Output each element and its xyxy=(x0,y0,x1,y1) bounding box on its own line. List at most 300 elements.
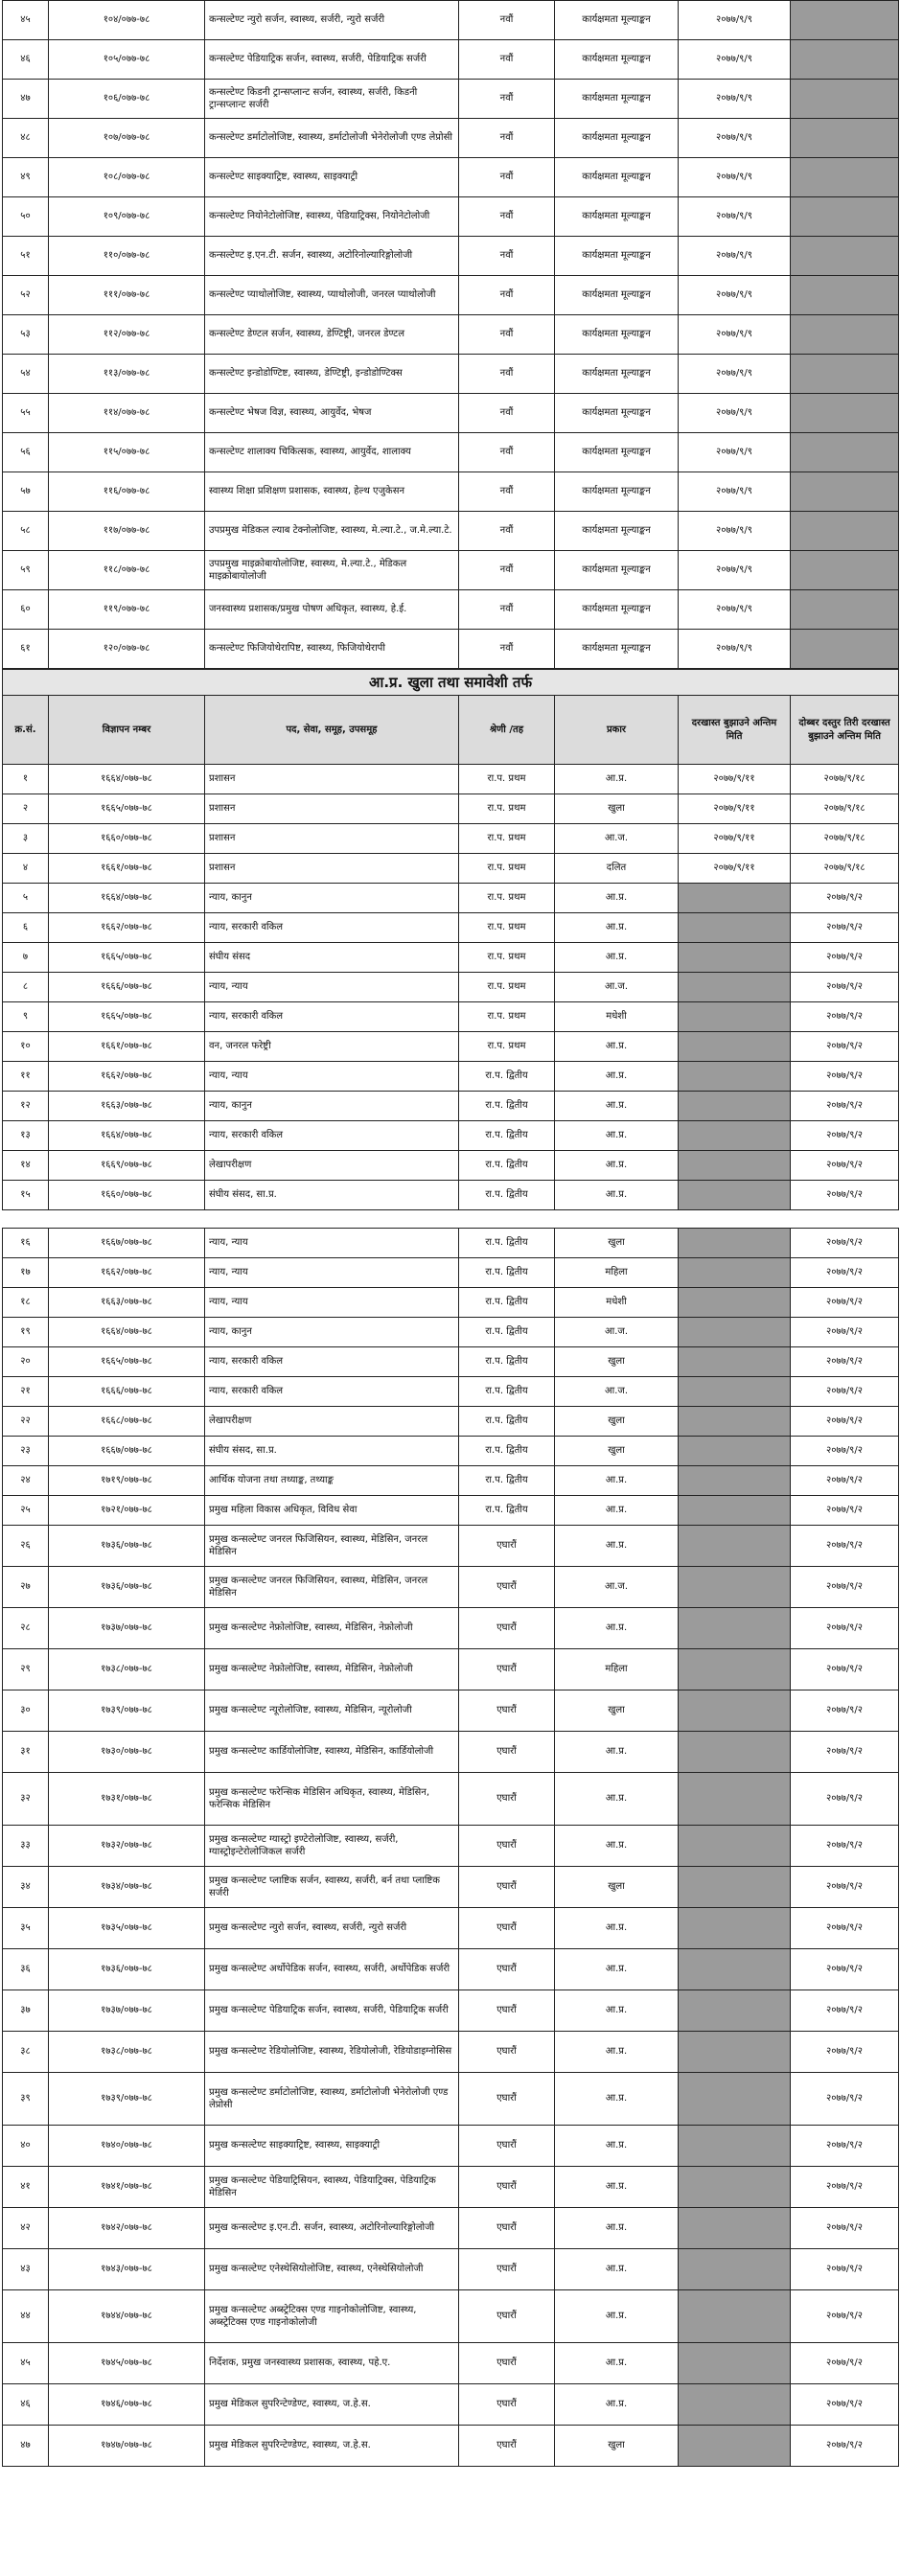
cell-date: २०७७/९/९ xyxy=(679,472,791,512)
table-row xyxy=(3,2249,899,2290)
cell-type: आ.प्र. xyxy=(555,2249,679,2290)
cell-sn: १० xyxy=(3,1032,49,1062)
cell-sn: ५४ xyxy=(3,355,49,394)
cell-post: कन्सल्टेण्ट डेण्टल सर्जन, स्वास्थ्य, डेण्टिष्ट्री, जनरल डेण्टल xyxy=(205,315,459,355)
cell-post: कन्सल्टेण्ट किडनी ट्रान्सप्लान्ट सर्जन, स्वास्थ्य, सर्जरी, किडनी ट्रान्सप्लान्ट सर्जरी xyxy=(205,80,459,119)
cell-post: न्याय, सरकारी वकिल xyxy=(205,1377,459,1407)
cell-post: उपप्रमुख मेडिकल ल्याब टेक्नोलोजिष्ट, स्वास्थ्य, मे.ल्या.टे., ज.मे.ल्या.टे. xyxy=(205,512,459,551)
cell-sn: २ xyxy=(3,794,49,824)
cell-date xyxy=(679,1347,791,1377)
cell-type: कार्यक्षमता मूल्याङ्कन xyxy=(555,590,679,630)
cell-sn: १९ xyxy=(3,1318,49,1347)
cell-date: २०७७/९/९ xyxy=(679,119,791,158)
cell-code: ११३/०७७-७८ xyxy=(49,355,205,394)
cell-sn: ४ xyxy=(3,854,49,884)
cell-code: १७३६/०७७-७८ xyxy=(49,1526,205,1567)
cell-code: १६६४/०७७-७८ xyxy=(49,765,205,794)
cell-sn: ३ xyxy=(3,824,49,854)
cell-code: ११६/०७७-७८ xyxy=(49,472,205,512)
cell-code: १७३९/०७७-७८ xyxy=(49,1690,205,1732)
cell-category: रा.प. द्वितीय xyxy=(459,1151,555,1181)
cell-category: रा.प. प्रथम xyxy=(459,1002,555,1032)
table-row xyxy=(3,794,899,824)
cell-sn: १७ xyxy=(3,1258,49,1288)
cell-type: आ.प्र. xyxy=(555,2208,679,2249)
cell-double-date: २०७७/९/२ xyxy=(791,1690,899,1732)
cell-code: १७३१/०७७-७८ xyxy=(49,1773,205,1826)
cell-type: मधेशी xyxy=(555,1002,679,1032)
cell-sn: ५५ xyxy=(3,394,49,433)
cell-post: प्रशासन xyxy=(205,794,459,824)
cell-date xyxy=(679,884,791,913)
cell-code: १६६२/०७७-७८ xyxy=(49,1258,205,1288)
cell-type: कार्यक्षमता मूल्याङ्कन xyxy=(555,512,679,551)
cell-category: रा.प. प्रथम xyxy=(459,854,555,884)
cell-code: १०४/०७७-७८ xyxy=(49,1,205,40)
cell-category: नवौं xyxy=(459,40,555,80)
cell-type: आ.प्र. xyxy=(555,1826,679,1867)
cell-post: प्रमुख कन्सल्टेण्ट न्यूरोलोजिष्ट, स्वास्थ्य, मेडिसिन, न्यूरोलोजी xyxy=(205,1690,459,1732)
cell-sn: २५ xyxy=(3,1496,49,1526)
cell-post: न्याय, सरकारी वकिल xyxy=(205,1002,459,1032)
cell-post: न्याय, सरकारी वकिल xyxy=(205,913,459,943)
table-section-1 xyxy=(2,0,899,669)
cell-type: आ.प्र. xyxy=(555,884,679,913)
cell-post: न्याय, कानुन xyxy=(205,884,459,913)
cell-code: १७१९/०७७-७८ xyxy=(49,1466,205,1496)
header-code: विज्ञापन नम्बर xyxy=(49,696,205,765)
header-type: प्रकार xyxy=(555,696,679,765)
header-category: श्रेणी /तह xyxy=(459,696,555,765)
cell-sn: ८ xyxy=(3,973,49,1002)
cell-date xyxy=(679,1496,791,1526)
cell-double-date: २०७७/९/२ xyxy=(791,973,899,1002)
table-row xyxy=(3,2384,899,2426)
cell-category: रा.प. द्वितीय xyxy=(459,1496,555,1526)
cell-category: नवौं xyxy=(459,394,555,433)
cell-date xyxy=(679,2032,791,2073)
cell-double-date: २०७७/९/२ xyxy=(791,884,899,913)
cell-date: २०७७/९/९ xyxy=(679,590,791,630)
cell-post: प्रमुख मेडिकल सुपरिन्टेण्डेण्ट, स्वास्थ्य, ज.हे.स. xyxy=(205,2426,459,2467)
cell-category: रा.प. प्रथम xyxy=(459,973,555,1002)
cell-category: एघारौं xyxy=(459,2126,555,2167)
cell-category: रा.प. द्वितीय xyxy=(459,1347,555,1377)
cell-blank xyxy=(791,158,899,197)
cell-post: कन्सल्टेण्ट भेषज विज्ञ, स्वास्थ्य, आयुर्वेद, भेषज xyxy=(205,394,459,433)
cell-blank xyxy=(791,119,899,158)
cell-type: आ.प्र. xyxy=(555,943,679,973)
cell-double-date: २०७७/९/२ xyxy=(791,2167,899,2208)
cell-date xyxy=(679,913,791,943)
cell-sn: ३६ xyxy=(3,1949,49,1990)
cell-double-date: २०७७/९/२ xyxy=(791,1649,899,1690)
cell-code: १७४१/०७७-७८ xyxy=(49,2167,205,2208)
table-row xyxy=(3,2126,899,2167)
cell-blank xyxy=(791,472,899,512)
cell-date: २०७७/९/९ xyxy=(679,551,791,590)
cell-sn: १२ xyxy=(3,1092,49,1121)
table-row xyxy=(3,765,899,794)
cell-type: कार्यक्षमता मूल्याङ्कन xyxy=(555,80,679,119)
cell-code: १६६०/०७७-७८ xyxy=(49,824,205,854)
cell-type: आ.ज. xyxy=(555,1318,679,1347)
table-row xyxy=(3,1732,899,1773)
cell-category: एघारौं xyxy=(459,1690,555,1732)
cell-date xyxy=(679,943,791,973)
cell-category: एघारौं xyxy=(459,1826,555,1867)
cell-type: आ.प्र. xyxy=(555,1732,679,1773)
cell-type: कार्यक्षमता मूल्याङ्कन xyxy=(555,433,679,472)
cell-code: १७४५/०७७-७८ xyxy=(49,2343,205,2384)
cell-code: १७४४/०७७-७८ xyxy=(49,2290,205,2343)
cell-code: ११२/०७७-७८ xyxy=(49,315,205,355)
table-section-3 xyxy=(2,1228,899,2467)
cell-type: आ.प्र. xyxy=(555,1773,679,1826)
table-row xyxy=(3,1032,899,1062)
cell-category: नवौं xyxy=(459,237,555,276)
cell-sn: ४३ xyxy=(3,2249,49,2290)
cell-double-date: २०७७/९/२ xyxy=(791,1229,899,1258)
cell-category: रा.प. प्रथम xyxy=(459,943,555,973)
table-row xyxy=(3,824,899,854)
cell-double-date: २०७७/९/२ xyxy=(791,1288,899,1318)
cell-double-date: २०७७/९/१८ xyxy=(791,765,899,794)
table-row xyxy=(3,40,899,80)
cell-double-date: २०७७/९/२ xyxy=(791,1092,899,1121)
cell-category: रा.प. द्वितीय xyxy=(459,1407,555,1437)
cell-date: २०७७/९/९ xyxy=(679,630,791,669)
cell-sn: १८ xyxy=(3,1288,49,1318)
cell-category: रा.प. प्रथम xyxy=(459,884,555,913)
cell-sn: ५ xyxy=(3,884,49,913)
cell-double-date: २०७७/९/२ xyxy=(791,1151,899,1181)
cell-category: रा.प. प्रथम xyxy=(459,794,555,824)
cell-code: १६६४/०७७-७८ xyxy=(49,1121,205,1151)
cell-date xyxy=(679,1032,791,1062)
cell-double-date: २०७७/९/२ xyxy=(791,1526,899,1567)
cell-date: २०७७/९/९ xyxy=(679,1,791,40)
cell-sn: १३ xyxy=(3,1121,49,1151)
cell-sn: ३३ xyxy=(3,1826,49,1867)
cell-date: २०७७/९/११ xyxy=(679,854,791,884)
cell-date xyxy=(679,973,791,1002)
cell-type: मधेशी xyxy=(555,1288,679,1318)
cell-date xyxy=(679,2126,791,2167)
cell-category: एघारौं xyxy=(459,1649,555,1690)
cell-double-date: २०७७/९/२ xyxy=(791,2249,899,2290)
cell-code: १६६९/०७७-७८ xyxy=(49,1151,205,1181)
cell-sn: ६ xyxy=(3,913,49,943)
cell-post: प्रमुख कन्सल्टेण्ट साइक्याट्रिष्ट, स्वास्थ्य, साइक्याट्री xyxy=(205,2126,459,2167)
table-row xyxy=(3,590,899,630)
cell-code: १६६२/०७७-७८ xyxy=(49,913,205,943)
cell-date: २०७७/९/९ xyxy=(679,237,791,276)
cell-type: आ.प्र. xyxy=(555,1526,679,1567)
cell-date xyxy=(679,2208,791,2249)
cell-category: एघारौं xyxy=(459,1773,555,1826)
cell-category: एघारौं xyxy=(459,2032,555,2073)
cell-post: न्याय, न्याय xyxy=(205,1258,459,1288)
cell-code: १११/०७७-७८ xyxy=(49,276,205,315)
cell-date xyxy=(679,1867,791,1908)
cell-code: १६६२/०७७-७८ xyxy=(49,1062,205,1092)
cell-double-date: २०७७/९/२ xyxy=(791,1121,899,1151)
cell-category: रा.प. प्रथम xyxy=(459,765,555,794)
cell-sn: ४९ xyxy=(3,158,49,197)
table-row xyxy=(3,1526,899,1567)
cell-date xyxy=(679,2073,791,2126)
cell-blank xyxy=(791,355,899,394)
cell-category: एघारौं xyxy=(459,2384,555,2426)
cell-type: आ.ज. xyxy=(555,973,679,1002)
cell-code: १६६६/०७७-७८ xyxy=(49,973,205,1002)
section-title: आ.प्र. खुला तथा समावेशी तर्फ xyxy=(3,670,899,696)
table-row xyxy=(3,2073,899,2126)
cell-sn: ४६ xyxy=(3,2384,49,2426)
cell-category: नवौं xyxy=(459,355,555,394)
table-row xyxy=(3,943,899,973)
section-title-row xyxy=(3,670,899,696)
table-section-2 xyxy=(2,669,899,1210)
cell-sn: १ xyxy=(3,765,49,794)
cell-date xyxy=(679,2384,791,2426)
cell-double-date: २०७७/९/२ xyxy=(791,1949,899,1990)
table-row xyxy=(3,1377,899,1407)
cell-post: न्याय, न्याय xyxy=(205,1062,459,1092)
cell-type: कार्यक्षमता मूल्याङ्कन xyxy=(555,40,679,80)
cell-type: आ.प्र. xyxy=(555,1151,679,1181)
table-row xyxy=(3,1690,899,1732)
cell-code: १६६१/०७७-७८ xyxy=(49,854,205,884)
cell-sn: ४६ xyxy=(3,40,49,80)
cell-type: आ.प्र. xyxy=(555,2290,679,2343)
cell-post: प्रमुख कन्सल्टेण्ट डर्माटोलोजिष्ट, स्वास्थ्य, डर्माटोलोजी भेनेरोलोजी एण्ड लेप्रोसी xyxy=(205,2073,459,2126)
cell-category: एघारौं xyxy=(459,1567,555,1608)
cell-type: आ.प्र. xyxy=(555,1466,679,1496)
cell-type: आ.प्र. xyxy=(555,2126,679,2167)
table-row xyxy=(3,1496,899,1526)
cell-sn: २६ xyxy=(3,1526,49,1567)
cell-code: १७३९/०७७-७८ xyxy=(49,2073,205,2126)
cell-code: ११८/०७७-७८ xyxy=(49,551,205,590)
cell-post: प्रमुख कन्सल्टेण्ट जनरल फिजिसियन, स्वास्थ्य, मेडिसिन, जनरल मेडिसिन xyxy=(205,1567,459,1608)
table-row xyxy=(3,512,899,551)
cell-date xyxy=(679,1062,791,1092)
cell-code: ११०/०७७-७८ xyxy=(49,237,205,276)
cell-double-date: २०७७/९/२ xyxy=(791,1867,899,1908)
cell-category: एघारौं xyxy=(459,2208,555,2249)
cell-post: प्रमुख मेडिकल सुपरिन्टेण्डेण्ट, स्वास्थ्य, ज.हे.स. xyxy=(205,2384,459,2426)
cell-code: १७३५/०७७-७८ xyxy=(49,1908,205,1949)
table-row xyxy=(3,1,899,40)
cell-date: २०७७/९/९ xyxy=(679,433,791,472)
table-row xyxy=(3,1288,899,1318)
cell-double-date: २०७७/९/२ xyxy=(791,913,899,943)
cell-date: २०७७/९/९ xyxy=(679,197,791,237)
cell-code: १६६३/०७७-७८ xyxy=(49,1092,205,1121)
cell-date xyxy=(679,1407,791,1437)
cell-code: १६६३/०७७-७८ xyxy=(49,1288,205,1318)
cell-category: नवौं xyxy=(459,472,555,512)
cell-double-date: २०७७/९/२ xyxy=(791,2126,899,2167)
table-row xyxy=(3,2426,899,2467)
cell-double-date: २०७७/९/२ xyxy=(791,1496,899,1526)
cell-code: १०९/०७७-७८ xyxy=(49,197,205,237)
cell-sn: २७ xyxy=(3,1567,49,1608)
cell-code: १६६७/०७७-७८ xyxy=(49,1229,205,1258)
cell-date xyxy=(679,1121,791,1151)
cell-post: प्रमुख कन्सल्टेण्ट एनेस्थेसियोलोजिष्ट, स्वास्थ्य, एनेस्थेसियोलोजी xyxy=(205,2249,459,2290)
cell-category: रा.प. द्वितीय xyxy=(459,1062,555,1092)
cell-sn: २३ xyxy=(3,1437,49,1466)
table-row xyxy=(3,1826,899,1867)
cell-category: एघारौं xyxy=(459,2167,555,2208)
cell-code: १६६५/०७७-७८ xyxy=(49,1002,205,1032)
cell-post: प्रमुख कन्सल्टेण्ट पेडियाट्रिसियन, स्वास्थ्य, पेडियाट्रिक्स, पेडियाट्रिक मेडिसिन xyxy=(205,2167,459,2208)
cell-date xyxy=(679,1649,791,1690)
cell-type: कार्यक्षमता मूल्याङ्कन xyxy=(555,1,679,40)
cell-post: कन्सल्टेण्ट प्याथोलोजिष्ट, स्वास्थ्य, प्याथोलोजी, जनरल प्याथोलोजी xyxy=(205,276,459,315)
table-row xyxy=(3,1002,899,1032)
cell-type: खुला xyxy=(555,1437,679,1466)
cell-category: रा.प. प्रथम xyxy=(459,913,555,943)
cell-type: कार्यक्षमता मूल्याङ्कन xyxy=(555,119,679,158)
cell-post: निर्देशक, प्रमुख जनस्वास्थ्य प्रशासक, स्वास्थ्य, पहे.ए. xyxy=(205,2343,459,2384)
cell-post: प्रमुख कन्सल्टेण्ट इ.एन.टी. सर्जन, स्वास्थ्य, अटोरिनोल्यारिङ्गोलोजी xyxy=(205,2208,459,2249)
cell-category: रा.प. द्वितीय xyxy=(459,1437,555,1466)
cell-post: प्रमुख कन्सल्टेण्ट नेफ्रोलोजिष्ट, स्वास्थ्य, मेडिसिन, नेफ्रोलोजी xyxy=(205,1649,459,1690)
cell-post: प्रमुख कन्सल्टेण्ट रेडियोलोजिष्ट, स्वास्थ्य, रेडियोलोजी, रेडियोडाइग्नोसिस xyxy=(205,2032,459,2073)
cell-date xyxy=(679,2426,791,2467)
cell-double-date: २०७७/९/२ xyxy=(791,1990,899,2032)
cell-date: २०७७/९/९ xyxy=(679,315,791,355)
cell-type: आ.प्र. xyxy=(555,1032,679,1062)
header-row xyxy=(3,696,899,765)
cell-code: १६६०/०७७-७८ xyxy=(49,1181,205,1210)
cell-post: न्याय, कानुन xyxy=(205,1092,459,1121)
cell-double-date: २०७७/९/२ xyxy=(791,1032,899,1062)
cell-type: खुला xyxy=(555,1347,679,1377)
cell-sn: ५६ xyxy=(3,433,49,472)
cell-code: १०७/०७७-७८ xyxy=(49,119,205,158)
cell-category: एघारौं xyxy=(459,1608,555,1649)
cell-double-date: २०७७/९/२ xyxy=(791,1437,899,1466)
table-row xyxy=(3,1062,899,1092)
cell-sn: ४७ xyxy=(3,80,49,119)
cell-date xyxy=(679,1258,791,1288)
cell-post: कन्सल्टेण्ट इन्डोडोण्टिष्ट, स्वास्थ्य, डेण्टिष्ट्री, इन्डोडोण्टिक्स xyxy=(205,355,459,394)
cell-type: आ.प्र. xyxy=(555,1092,679,1121)
cell-sn: ५७ xyxy=(3,472,49,512)
cell-code: १७४३/०७७-७८ xyxy=(49,2249,205,2290)
cell-sn: १४ xyxy=(3,1151,49,1181)
table-row xyxy=(3,1092,899,1121)
cell-post: प्रशासन xyxy=(205,765,459,794)
table-row xyxy=(3,355,899,394)
cell-date xyxy=(679,1826,791,1867)
cell-type: आ.प्र. xyxy=(555,2167,679,2208)
cell-double-date: २०७७/९/२ xyxy=(791,2073,899,2126)
cell-date xyxy=(679,1151,791,1181)
cell-type: आ.प्र. xyxy=(555,2343,679,2384)
cell-blank xyxy=(791,433,899,472)
cell-category: नवौं xyxy=(459,315,555,355)
cell-code: १२०/०७७-७८ xyxy=(49,630,205,669)
cell-type: आ.ज. xyxy=(555,824,679,854)
table-row xyxy=(3,1908,899,1949)
cell-type: आ.प्र. xyxy=(555,1949,679,1990)
cell-date xyxy=(679,1437,791,1466)
cell-type: खुला xyxy=(555,2426,679,2467)
cell-date: २०७७/९/९ xyxy=(679,512,791,551)
cell-code: १०८/०७७-७८ xyxy=(49,158,205,197)
cell-blank xyxy=(791,40,899,80)
cell-type: आ.प्र. xyxy=(555,1496,679,1526)
cell-double-date: २०७७/९/२ xyxy=(791,1608,899,1649)
cell-post: कन्सल्टेण्ट पेडियाट्रिक सर्जन, स्वास्थ्य, सर्जरी, पेडियाट्रिक सर्जरी xyxy=(205,40,459,80)
cell-date xyxy=(679,1608,791,1649)
cell-type: आ.प्र. xyxy=(555,913,679,943)
cell-code: १७४२/०७७-७८ xyxy=(49,2208,205,2249)
cell-code: ११५/०७७-७८ xyxy=(49,433,205,472)
cell-sn: ३९ xyxy=(3,2073,49,2126)
cell-code: १६६८/०७७-७८ xyxy=(49,1407,205,1437)
table-row xyxy=(3,884,899,913)
cell-blank xyxy=(791,237,899,276)
cell-code: १७४७/०७७-७८ xyxy=(49,2426,205,2467)
cell-date: २०७७/९/९ xyxy=(679,394,791,433)
cell-code: १६६५/०७७-७८ xyxy=(49,794,205,824)
cell-post: लेखापरीक्षण xyxy=(205,1407,459,1437)
cell-post: प्रमुख कन्सल्टेण्ट जनरल फिजिसियन, स्वास्थ्य, मेडिसिन, जनरल मेडिसिन xyxy=(205,1526,459,1567)
cell-double-date: २०७७/९/२ xyxy=(791,2290,899,2343)
table-row xyxy=(3,315,899,355)
table-row xyxy=(3,1181,899,1210)
table-row xyxy=(3,158,899,197)
cell-double-date: २०७७/९/२ xyxy=(791,1347,899,1377)
cell-date xyxy=(679,1229,791,1258)
cell-code: १६६१/०७७-७८ xyxy=(49,1032,205,1062)
cell-code: १७३८/०७७-७८ xyxy=(49,1649,205,1690)
cell-sn: ४७ xyxy=(3,2426,49,2467)
cell-date: २०७७/९/९ xyxy=(679,355,791,394)
cell-post: कन्सल्टेण्ट फिजियोथेरापिष्ट, स्वास्थ्य, फिजियोथेरापी xyxy=(205,630,459,669)
cell-blank xyxy=(791,197,899,237)
cell-sn: ४० xyxy=(3,2126,49,2167)
cell-double-date: २०७७/९/२ xyxy=(791,2384,899,2426)
cell-date xyxy=(679,2290,791,2343)
cell-date: २०७७/९/९ xyxy=(679,80,791,119)
cell-post: आर्थिक योजना तथा तथ्याङ्क, तथ्याङ्क xyxy=(205,1466,459,1496)
cell-code: १७२१/०७७-७८ xyxy=(49,1496,205,1526)
cell-code: १७३६/०७७-७८ xyxy=(49,1567,205,1608)
cell-date xyxy=(679,1908,791,1949)
cell-post: न्याय, सरकारी वकिल xyxy=(205,1121,459,1151)
cell-category: रा.प. द्वितीय xyxy=(459,1288,555,1318)
cell-type: खुला xyxy=(555,794,679,824)
cell-blank xyxy=(791,1,899,40)
cell-sn: ४५ xyxy=(3,1,49,40)
cell-double-date: २०७७/९/२ xyxy=(791,2032,899,2073)
cell-sn: ४१ xyxy=(3,2167,49,2208)
cell-code: १६६५/०७७-७८ xyxy=(49,943,205,973)
cell-post: स्वास्थ्य शिक्षा प्रशिक्षण प्रशासक, स्वास्थ्य, हेल्थ एजुकेसन xyxy=(205,472,459,512)
cell-category: एघारौं xyxy=(459,1990,555,2032)
cell-double-date: २०७७/९/२ xyxy=(791,1407,899,1437)
cell-double-date: २०७७/९/१८ xyxy=(791,824,899,854)
cell-post: न्याय, कानुन xyxy=(205,1318,459,1347)
